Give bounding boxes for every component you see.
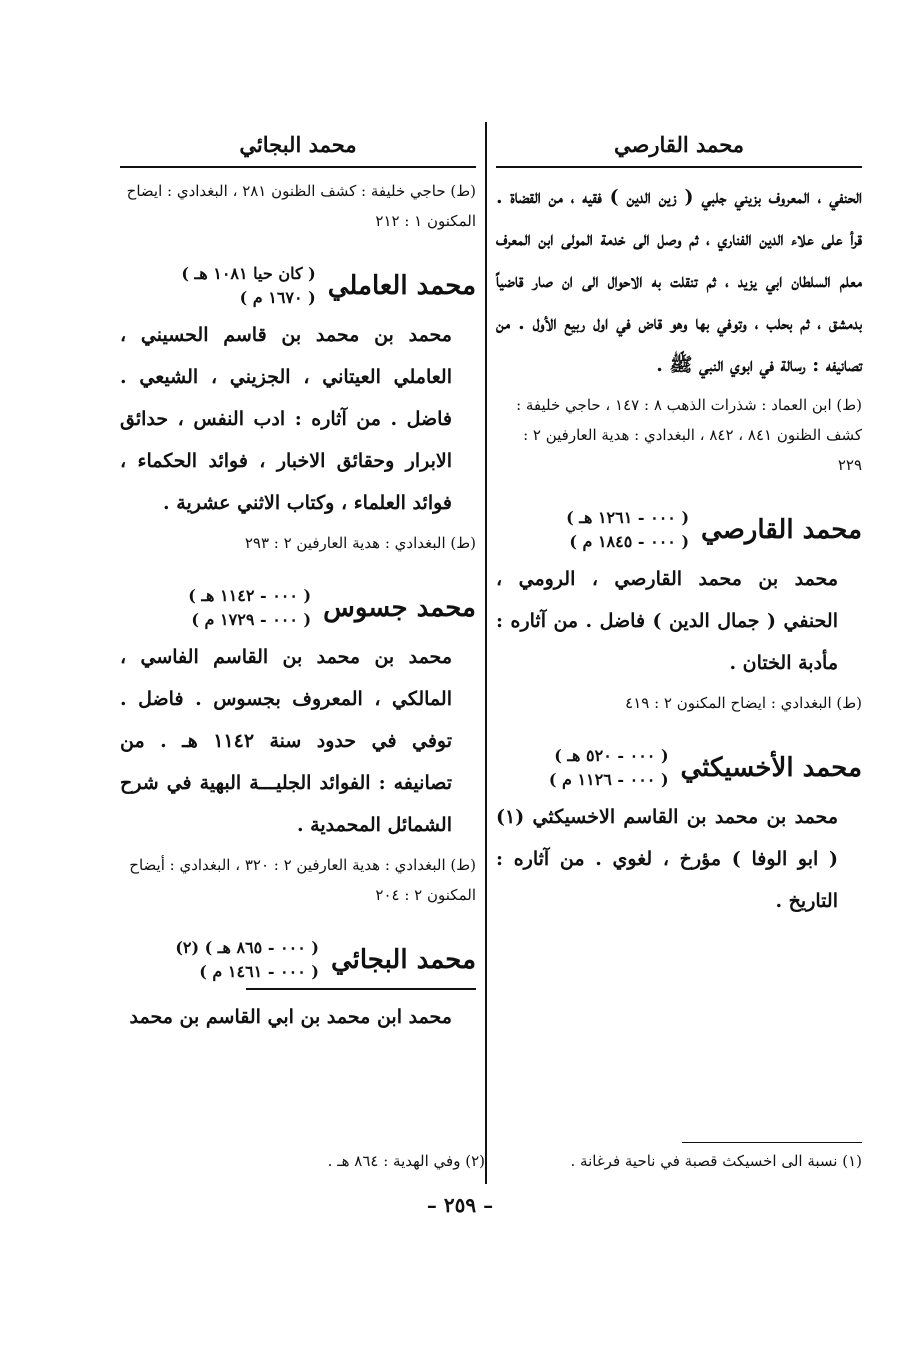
gregorian-dates: ( ٠٠٠ - ١٧٢٩ م ) <box>191 610 312 629</box>
entry-heading-amili <box>120 262 476 310</box>
hijri-dates: ( ٠٠٠ - ١٢٦١ هـ ) <box>566 508 690 527</box>
entry-name: محمد الأخسيكثي <box>680 753 862 783</box>
page-number: – ٢٥٩ – <box>426 1193 494 1217</box>
gregorian-dates: ( ٠٠٠ - ١٨٤٥ م ) <box>569 532 690 551</box>
entry-name: محمد العاملي <box>327 271 476 301</box>
hijri-dates: ( كان حيا ١٠٨١ هـ ) <box>181 264 316 283</box>
entry-sources: (ط) البغدادي : هدية العارفين ٢ : ٣٢٠ ، البغدادي : أيضاح المكنون ٢ : ٢٠٤ <box>129 856 476 904</box>
hijri-dates: ( ٠٠٠ - ٨٦٥ هـ ) (٢) <box>175 938 319 957</box>
gregorian-dates: ( ١٦٧٠ م ) <box>239 288 316 307</box>
entry-dates <box>549 744 669 792</box>
right-running-header: محمد القارصي <box>613 132 744 157</box>
entry-dates <box>188 584 311 632</box>
entry-body: محمد ابن محمد بن ابي القاسم بن محمد <box>129 1006 452 1028</box>
left-continuation-sources: (ط) حاجي خليفة : كشف الظنون ٢٨١ ، البغدادي : ايضاح المكنون ١ : ٢١٢ <box>126 182 476 230</box>
footnote-left: (٢) وفي الهدية : ٨٦٤ هـ . <box>327 1152 485 1170</box>
entry-heading-bijai <box>120 936 476 984</box>
entry-body: محمد بن محمد بن قاسم الحسيني ، العاملي العيتاني ، الجزيني ، الشيعي . فاضل . من آثاره : ادب النفس ، حدائق الابرار وحقائق الاخبار ، فوائد الحكماء ، فوائد العلماء ، وكتاب الاثني عشرية . <box>120 324 452 514</box>
entry-name: محمد القارصي <box>701 515 862 545</box>
hijri-dates: ( ٠٠٠ - ٥٢٠ هـ ) <box>554 746 669 765</box>
entry-dates <box>566 506 689 554</box>
entry-name: محمد جسوس <box>323 593 476 623</box>
right-column <box>496 128 862 922</box>
entry-name: محمد البجائي <box>330 945 476 975</box>
entry-body: محمد بن محمد بن القاسم الفاسي ، المالكي ، المعروف بجسوس . فاضل . توفي في حدود سنة ١١٤٢ هـ . من تصانيفه : الفوائد الجليـــة البهية في شرح الشمائل المحمدية . <box>120 646 452 836</box>
entry-heading-jassus <box>120 584 476 632</box>
column-divider <box>485 122 487 1184</box>
entry-body: محمد بن محمد القارصي ، الرومي ، الحنفي ( جمال الدين ) فاضل . من آثاره : مأدبة الختان . <box>496 568 838 674</box>
right-header-rule <box>496 166 862 168</box>
entry-heading-akhsikathi <box>496 744 862 792</box>
entry-sources: (ط) البغدادي : هدية العارفين ٢ : ٢٩٣ <box>244 534 476 552</box>
hijri-dates: ( ٠٠٠ - ١١٤٢ هـ ) <box>188 586 312 605</box>
entry-dates <box>181 262 315 310</box>
left-running-header: محمد البجائي <box>239 132 357 157</box>
entry-body: محمد بن محمد بن القاسم الاخسيكثي (١) ( ابو الوفا ) مؤرخ ، لغوي . من آثاره : التاريخ . <box>496 806 838 912</box>
gregorian-dates: ( ٠٠٠ - ١٤٦١ م ) <box>199 962 319 981</box>
footnote-rule <box>682 1142 862 1143</box>
gregorian-dates: ( ٠٠٠ - ١١٢٦ م ) <box>548 770 669 789</box>
left-header-rule <box>120 166 476 168</box>
footnote-right: (١) نسبة الى اخسيكث قصبة في ناحية فرغانة . <box>570 1152 862 1170</box>
entry-dates <box>175 936 319 984</box>
left-column <box>120 128 476 1038</box>
entry-heading-qaresi <box>496 506 862 554</box>
right-continuation-text: الحنفي ، المعروف بزيني جلبي ( زين الدين ) فقيه ، من القضاة . قرأ على علاء الدين الفناري ، ثم وصل الى خدمة المولى ابن المعرف معلم السلطان ابي يزيد ، ثم تنقلت به الاحوال الى ان صار قاضياً بدمشق ، ثم بحلب ، وتوفي بها وهو قاض في اول ربيع الأول . من تصانيفه : رسالة في ابوي النبي ﷺ . <box>496 186 862 376</box>
entry-sources: (ط) البغدادي : ايضاح المكنون ٢ : ٤١٩ <box>625 694 862 712</box>
right-continuation-sources: (ط) ابن العماد : شذرات الذهب ٨ : ١٤٧ ، حاجي خليفة : كشف الظنون ٨٤١ ، ٨٤٢ ، البغدادي : هدية العارفين ٢ : ٢٢٩ <box>516 396 862 474</box>
entry-underline-rule <box>246 988 476 990</box>
